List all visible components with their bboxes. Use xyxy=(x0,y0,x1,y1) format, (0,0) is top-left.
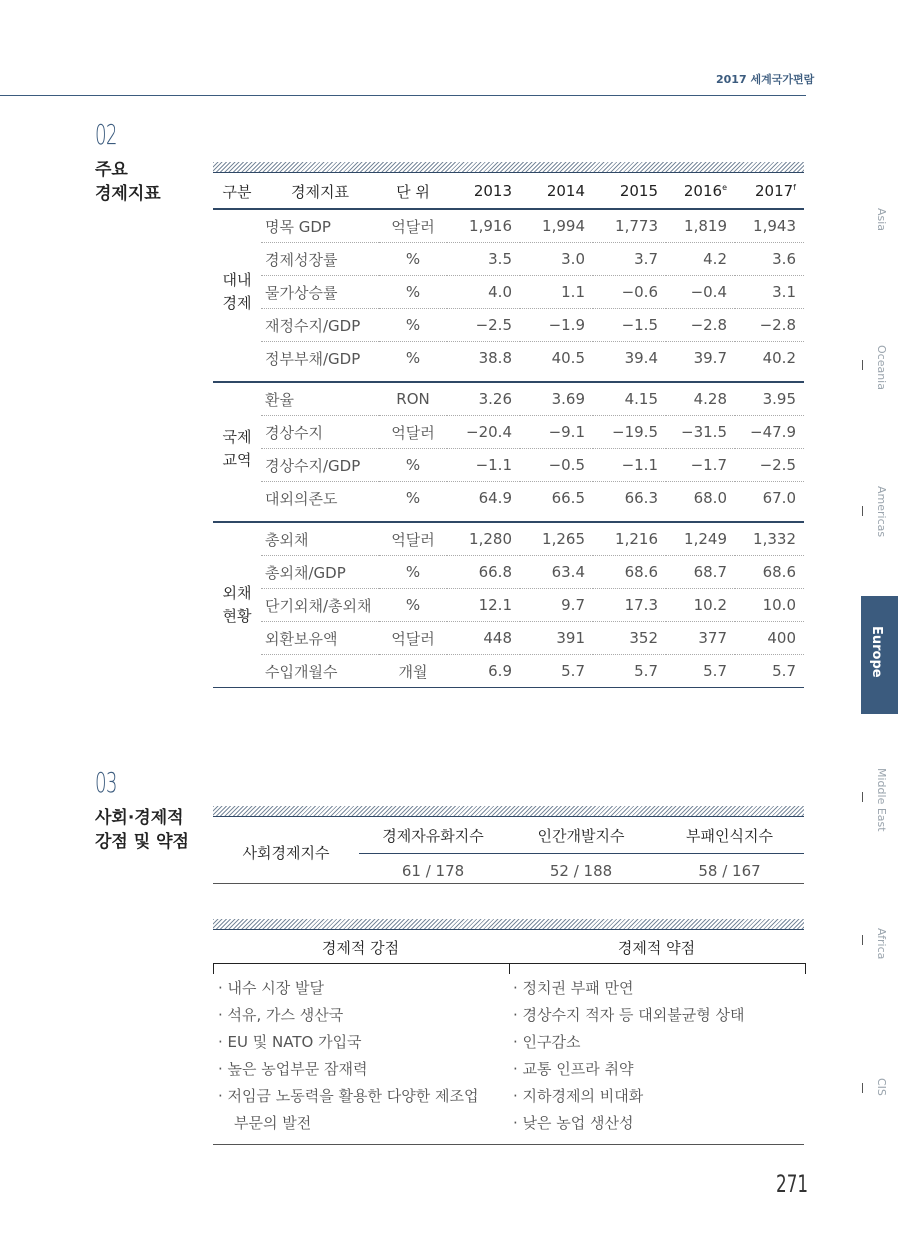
index-col-economic-freedom: 경제자유화지수 xyxy=(359,817,507,854)
tab-divider xyxy=(862,1083,863,1093)
value-cell: −1.7 xyxy=(666,449,735,482)
index-col-corruption: 부패인식지수 xyxy=(655,817,804,854)
value-cell: 4.15 xyxy=(593,382,666,416)
value-cell: 1,819 xyxy=(666,209,735,243)
value-cell: 1,994 xyxy=(520,209,593,243)
table-row xyxy=(213,416,804,449)
value-cell: 68.7 xyxy=(666,556,735,589)
table-row xyxy=(213,655,804,688)
value-cell: 68.0 xyxy=(693,489,727,507)
unit-cell: 억달러 xyxy=(379,622,447,655)
group-label xyxy=(213,382,261,514)
page-number: 271 xyxy=(776,1170,809,1198)
sw-bottom-rule xyxy=(213,1144,804,1145)
value-cell: 1,265 xyxy=(520,522,593,556)
list-item: · 교통 인프라 취약 xyxy=(513,1060,634,1078)
value-cell: 40.2 xyxy=(762,349,796,367)
value-cell: 3.95 xyxy=(735,382,804,416)
value-cell: 9.7 xyxy=(520,589,593,622)
value-cell: 1,332 xyxy=(735,522,804,556)
strengths-bracket xyxy=(213,963,510,974)
value-cell: 1,773 xyxy=(593,209,666,243)
table-row xyxy=(213,243,804,276)
col-header-2013: 2013 xyxy=(447,174,520,209)
value-cell: 3.0 xyxy=(520,243,593,276)
header-title: 2017 세계국가편람 xyxy=(716,73,815,86)
col-header-2014: 2014 xyxy=(520,174,593,209)
value-cell: 38.8 xyxy=(478,349,512,367)
table-row xyxy=(213,309,804,342)
value-cell: 377 xyxy=(666,622,735,655)
table-row xyxy=(213,342,804,375)
indicator-cell: 경상수지 xyxy=(261,416,379,449)
indicator-cell: 단기외채/총외채 xyxy=(261,589,379,622)
value-cell: 12.1 xyxy=(447,589,520,622)
tab-divider xyxy=(862,935,863,945)
section-number-02: 02 xyxy=(95,118,117,151)
unit-cell: % xyxy=(379,556,447,589)
value-cell: 1,249 xyxy=(666,522,735,556)
tab-divider xyxy=(862,792,863,802)
value-cell: −2.8 xyxy=(666,309,735,342)
side-tab-asia[interactable]: Asia xyxy=(875,208,888,232)
value-cell: 3.69 xyxy=(520,382,593,416)
list-item: 부문의 발전 xyxy=(234,1114,312,1132)
value-cell: 448 xyxy=(447,622,520,655)
value-cell: −1.1 xyxy=(593,449,666,482)
index-value-corruption: 58 / 167 xyxy=(698,862,761,880)
list-item: · 경상수지 적자 등 대외불균형 상태 xyxy=(513,1006,745,1024)
value-cell: −1.9 xyxy=(520,309,593,342)
strengths-title: 경제적 강점 xyxy=(321,939,400,957)
value-cell: 63.4 xyxy=(520,556,593,589)
section-title-line1: 주요 xyxy=(95,160,128,180)
value-cell: 17.3 xyxy=(593,589,666,622)
section-title-strengths-weaknesses xyxy=(95,806,189,854)
side-tab-africa[interactable]: Africa xyxy=(875,928,888,960)
col-header-2017: 2017$^f$ xyxy=(735,174,804,209)
side-tab-oceania[interactable]: Oceania xyxy=(875,345,888,390)
group-label-line1: 대내 xyxy=(222,271,252,289)
value-cell: 5.7 xyxy=(634,662,658,680)
value-cell: 1,216 xyxy=(593,522,666,556)
section-title-line2: 강점 및 약점 xyxy=(95,832,189,852)
value-cell: −0.6 xyxy=(593,276,666,309)
unit-cell: % xyxy=(405,489,421,507)
value-cell: −47.9 xyxy=(735,416,804,449)
table-row xyxy=(213,482,804,515)
value-cell: 39.7 xyxy=(693,349,727,367)
table-row xyxy=(213,622,804,655)
table-header-row xyxy=(213,174,804,209)
unit-cell: % xyxy=(379,243,447,276)
col-header-unit: 단 위 xyxy=(379,174,447,209)
header-rule xyxy=(0,95,806,96)
table-row xyxy=(213,556,804,589)
index-value-economic-freedom: 61 / 178 xyxy=(401,862,465,880)
table-bottom-rule xyxy=(213,688,804,689)
unit-cell: 억달러 xyxy=(379,416,447,449)
indicator-cell: 재정수지/GDP xyxy=(261,309,379,342)
section-number-03: 03 xyxy=(95,766,117,799)
value-cell: 5.7 xyxy=(703,662,727,680)
value-cell: 3.6 xyxy=(735,243,804,276)
weaknesses-list xyxy=(513,975,744,1137)
value-cell: 4.0 xyxy=(447,276,520,309)
value-cell: −19.5 xyxy=(593,416,666,449)
group-label-line1: 국제 xyxy=(222,427,252,446)
tab-divider xyxy=(862,506,863,516)
value-cell: 6.9 xyxy=(488,662,512,680)
col-header-2016: 2016e xyxy=(666,174,735,209)
unit-cell: % xyxy=(405,349,421,367)
list-item: · 내수 시장 발달 xyxy=(218,979,325,997)
group-label-line2: 경제 xyxy=(222,294,252,312)
index-hatch-bar xyxy=(213,806,804,816)
table-row xyxy=(213,276,804,309)
col-header-indicator: 경제지표 xyxy=(261,174,379,209)
table-row xyxy=(213,382,804,416)
value-cell: 66.5 xyxy=(551,489,585,507)
value-cell: 10.0 xyxy=(735,589,804,622)
value-cell: 39.4 xyxy=(624,349,658,367)
indicator-cell: 경상수지/GDP xyxy=(261,449,379,482)
value-cell: −2.8 xyxy=(735,309,804,342)
index-value-human-development: 52 / 188 xyxy=(549,862,613,880)
value-cell: −1.1 xyxy=(447,449,520,482)
group-separator xyxy=(213,514,804,522)
col-header-category: 구분 xyxy=(213,174,261,209)
value-cell: −9.1 xyxy=(520,416,593,449)
indicator-cell: 대외의존도 xyxy=(265,489,338,508)
side-tab-europe[interactable] xyxy=(861,596,898,714)
unit-cell: 억달러 xyxy=(379,522,447,556)
value-cell: −0.4 xyxy=(666,276,735,309)
group-label xyxy=(213,209,261,374)
value-cell: 1,280 xyxy=(447,522,520,556)
value-cell: −0.5 xyxy=(520,449,593,482)
value-cell: 1,916 xyxy=(447,209,520,243)
tab-divider xyxy=(862,360,863,370)
indicator-cell: 수입개월수 xyxy=(265,662,338,681)
section-title-line1: 사회·경제적 xyxy=(95,808,184,828)
side-tab-europe-label: Europe xyxy=(869,626,884,678)
indicator-cell: 총외채/GDP xyxy=(261,556,379,589)
strengths-list xyxy=(218,975,478,1137)
side-tab-cis[interactable]: CIS xyxy=(875,1078,888,1096)
value-cell: 68.6 xyxy=(593,556,666,589)
list-item: · 낮은 농업 생산성 xyxy=(513,1114,634,1132)
side-tab-middle-east[interactable]: Middle East xyxy=(875,768,888,832)
value-cell: 66.3 xyxy=(624,489,658,507)
sw-hatch-bar xyxy=(213,919,804,929)
value-cell: 1,943 xyxy=(735,209,804,243)
indicator-cell: 정부부채/GDP xyxy=(265,349,361,368)
value-cell: 5.7 xyxy=(561,662,585,680)
group-label-line1: 외채 xyxy=(222,584,252,602)
value-cell: 3.1 xyxy=(735,276,804,309)
economic-indicators-table xyxy=(213,174,804,688)
group-label-line2: 교역 xyxy=(222,450,252,469)
value-cell: 352 xyxy=(593,622,666,655)
value-cell: −31.5 xyxy=(666,416,735,449)
value-cell: 5.7 xyxy=(772,662,796,680)
list-item: · 지하경제의 비대화 xyxy=(513,1087,644,1105)
table-row xyxy=(213,209,804,243)
table-row xyxy=(213,522,804,556)
unit-cell: % xyxy=(379,589,447,622)
weaknesses-title: 경제적 약점 xyxy=(617,939,696,957)
value-cell: 3.26 xyxy=(447,382,520,416)
socioeconomic-index-table xyxy=(213,817,804,888)
value-cell: 400 xyxy=(735,622,804,655)
weaknesses-bracket xyxy=(509,963,806,974)
value-cell: 4.28 xyxy=(666,382,735,416)
value-cell: 391 xyxy=(520,622,593,655)
unit-cell: % xyxy=(379,309,447,342)
indicator-cell: 환율 xyxy=(261,382,379,416)
group-label xyxy=(213,522,261,688)
value-cell: 1.1 xyxy=(520,276,593,309)
list-item: · 석유, 가스 생산국 xyxy=(218,1006,344,1024)
list-item: · 인구감소 xyxy=(513,1033,581,1051)
unit-cell: % xyxy=(379,276,447,309)
value-cell: 3.7 xyxy=(593,243,666,276)
sw-top-rule xyxy=(213,929,804,930)
value-cell: 40.5 xyxy=(551,349,585,367)
index-bottom-rule xyxy=(213,883,804,884)
table-row xyxy=(213,449,804,482)
section-title-line2: 경제지표 xyxy=(95,184,161,204)
index-row-header: 사회경제지수 xyxy=(242,844,330,862)
unit-cell: RON xyxy=(379,382,447,416)
table-hatch-bar xyxy=(213,162,804,172)
unit-cell: % xyxy=(379,449,447,482)
value-cell: 10.2 xyxy=(666,589,735,622)
value-cell: −1.5 xyxy=(593,309,666,342)
value-cell: −20.4 xyxy=(447,416,520,449)
list-item: · 정치권 부패 만연 xyxy=(513,979,634,997)
unit-cell: 개월 xyxy=(398,662,428,681)
index-header-row xyxy=(213,817,804,854)
value-cell: 3.5 xyxy=(447,243,520,276)
value-cell: −2.5 xyxy=(735,449,804,482)
col-header-2015: 2015 xyxy=(593,174,666,209)
list-item: · 저임금 노동력을 활용한 다양한 제조업 xyxy=(218,1087,479,1105)
indicator-cell: 총외채 xyxy=(261,522,379,556)
value-cell: 67.0 xyxy=(762,489,796,507)
value-cell: 64.9 xyxy=(478,489,512,507)
section-title-economy xyxy=(95,158,161,206)
list-item: · 높은 농업부문 잠재력 xyxy=(218,1060,368,1078)
table-row xyxy=(213,589,804,622)
value-cell: 4.2 xyxy=(666,243,735,276)
value-cell: 68.6 xyxy=(735,556,804,589)
indicator-cell: 경제성장률 xyxy=(261,243,379,276)
value-cell: −2.5 xyxy=(447,309,520,342)
unit-cell: 억달러 xyxy=(379,209,447,243)
list-item: · EU 및 NATO 가입국 xyxy=(218,1033,362,1051)
value-cell: 66.8 xyxy=(447,556,520,589)
group-separator xyxy=(213,374,804,382)
side-tab-americas[interactable]: Americas xyxy=(875,486,888,538)
indicator-cell: 명목 GDP xyxy=(261,209,379,243)
index-col-human-development: 인간개발지수 xyxy=(507,817,655,854)
group-label-line2: 현황 xyxy=(222,607,252,625)
table-top-rule xyxy=(213,172,804,173)
indicator-cell: 물가상승률 xyxy=(261,276,379,309)
indicator-cell: 외환보유액 xyxy=(261,622,379,655)
